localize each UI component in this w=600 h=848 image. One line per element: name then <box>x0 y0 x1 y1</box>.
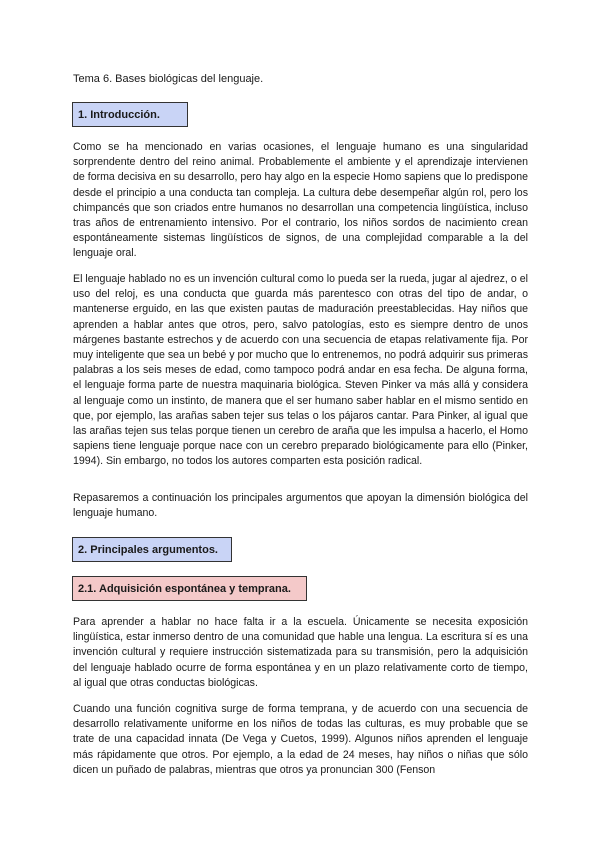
paragraph-3: Repasaremos a continuación los principales argumentos que apoyan la dimensión biológica del lenguaje humano. <box>73 492 528 520</box>
section-heading-introduction: 1. Introducción. <box>72 102 188 127</box>
paragraph-5: Cuando una función cognitiva surge de forma temprana, y de acuerdo con una secuencia de desarrollo relativamente uniforme en los niños de todas las culturas, es muy probable que se trate de una capacidad innata (De Vega y Cuetos, 1999). Algunos niños aprenden el lenguaje más rápidamente que otros. Por ejemplo, a la edad de 24 meses, hay niños o niñas que sólo dicen un puñado de palabras, mientras que otros ya pronuncian 300 (Fenson <box>73 703 528 776</box>
paragraph-2: El lenguaje hablado no es un invención cultural como lo pueda ser la rueda, jugar al ajedrez, o el uso del reloj, es una conducta que guarda más parentesco con otras del tipo de andar, o mantenerse erguido, en las que existen pautas de maduración preestablecidas. Hay niños que aprenden a hablar antes que otros, pero, salvo patologías, esto es siempre dentro de unos márgenes bastante estrechos y de acuerdo con una secuencia de etapas relativamente fija. Por muy inteligente que sea un bebé y por mucho que lo entrenemos, no podrá adquirir sus primeras palabras a los seis meses de edad, como tampoco podrá andar en esa fecha. De alguna forma, el lenguaje forma parte de nuestra maquinaria biológica. Steven Pinker va más allá y considera al lenguaje como un instinto, de manera que el ser humano saber hablar en el mismo sentido en que, por ejemplo, las arañas saben tejer sus telas o los pájaros cantar. Para Pinker, al igual que las arañas tejen sus telas porque tienen un cerebro de araña que les impulsa a hacerlo, el Homo sapiens tiene lenguaje porque nace con un cerebro preparado biológicamente para ello (Pinker, 1994). Sin embargo, no todos los autores comparten esta posición radical. <box>73 273 528 468</box>
section-heading-main-arguments: 2. Principales argumentos. <box>72 537 232 562</box>
subsection-heading-acquisition: 2.1. Adquisición espontánea y temprana. <box>72 576 307 601</box>
paragraph-4: Para aprender a hablar no hace falta ir a la escuela. Únicamente se necesita exposición lingüística, estar inmerso dentro de una comunidad que hable una lengua. La escritura sí es una invención cultural y requiere instrucción sistematizada para su transmisión, pero la adquisición del lenguaje hablado ocurre de forma espontánea y en un plazo relativamente corto de tiempo, al igual que otras conductas biológicas. <box>73 616 528 689</box>
paragraph-1: Como se ha mencionado en varias ocasiones, el lenguaje humano es una singularidad sorprendente dentro del reino animal. Probablemente el ambiente y el aprendizaje intervienen de forma decisiva en su desarrollo, pero hay algo en la especie Homo sapiens que lo predispone desde el principio a una conducta tan compleja. La cultura debe desempeñar algún rol, pero los chimpancés que son criados entre humanos no desarrollan una competencia lingüística, incluso tras años de entrenamiento intensivo. Por el contrario, los niños sordos de nacimiento crean espontáneamente sistemas lingüísticos de signos, de una complejidad comparable a la del lenguaje oral. <box>73 141 528 260</box>
document-title: Tema 6. Bases biológicas del lenguaje. <box>73 73 264 85</box>
